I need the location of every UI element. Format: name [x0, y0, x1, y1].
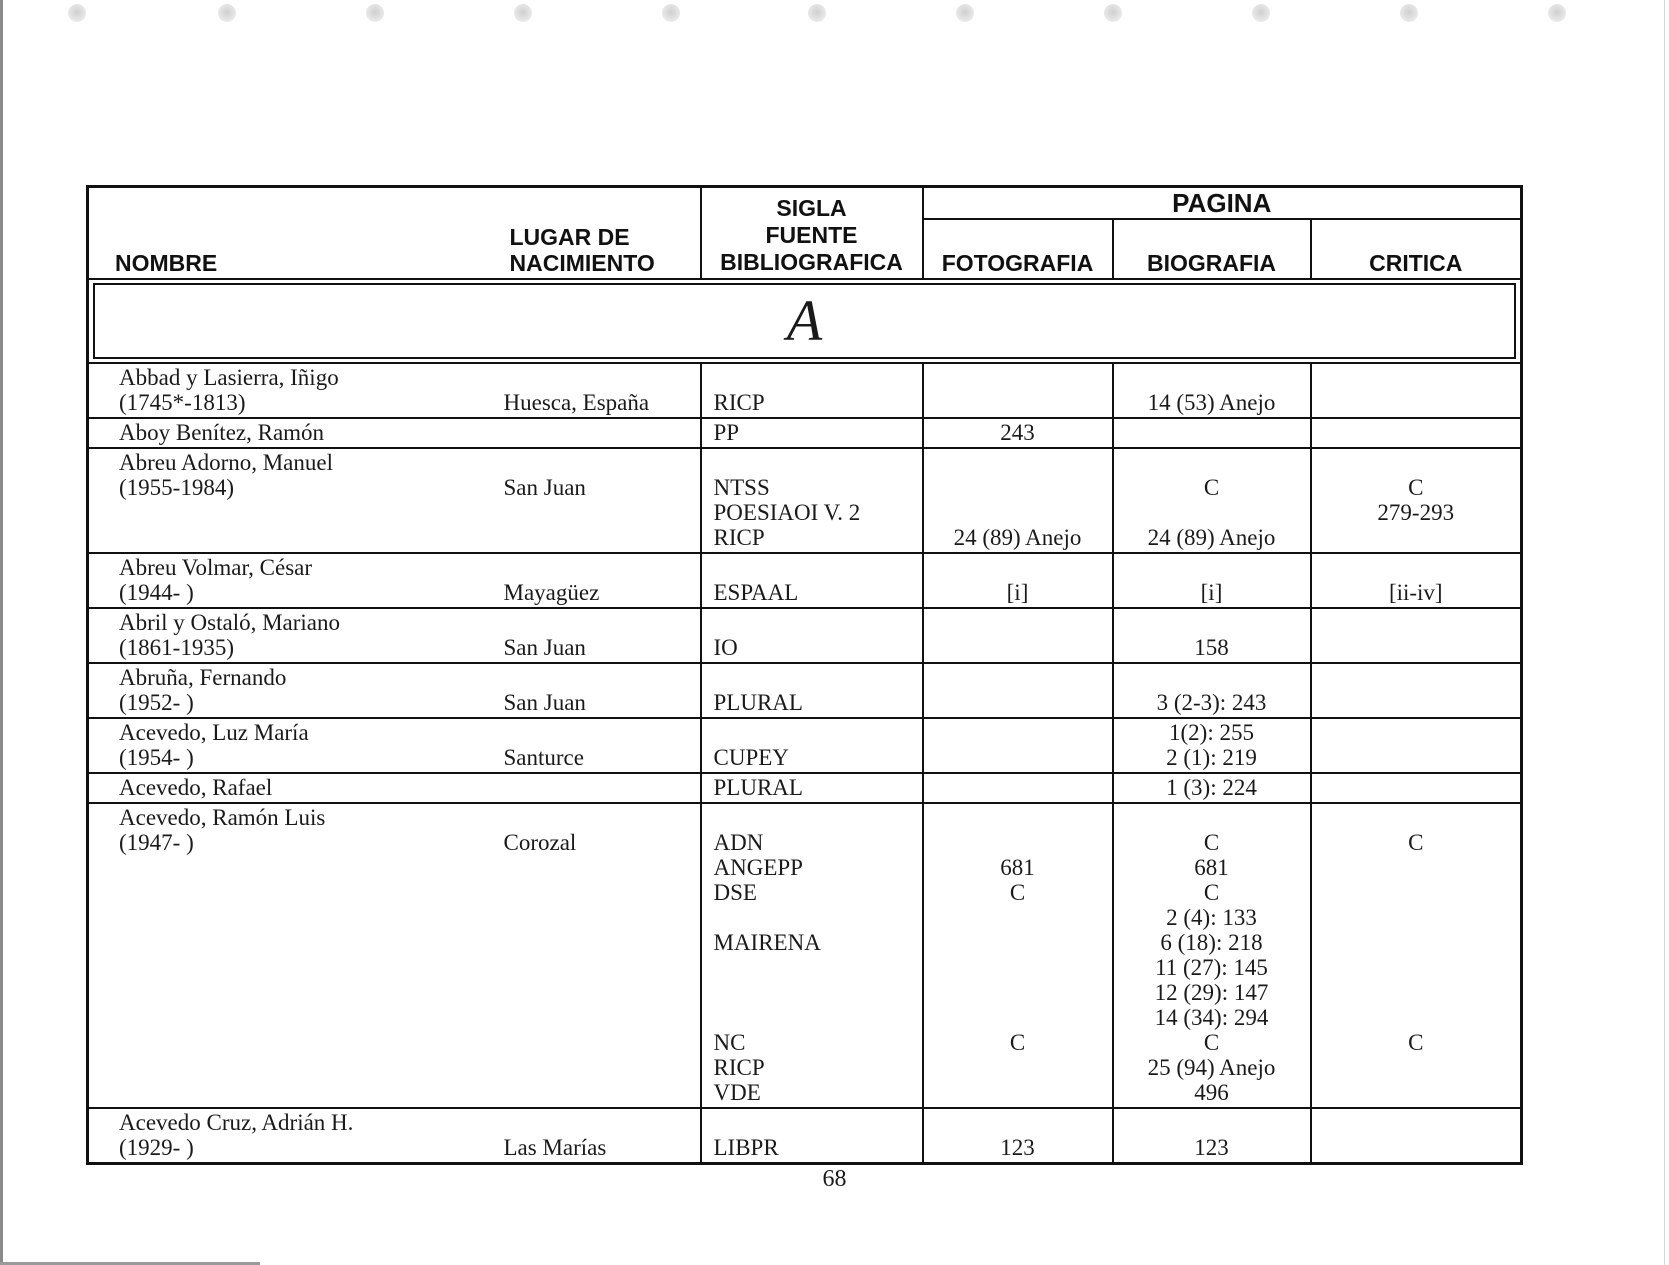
entry-place — [470, 803, 701, 1108]
entry-place-text: San Juan — [503, 635, 586, 660]
entry-critica-line — [1312, 690, 1521, 715]
header-fotografia: FOTOGRAFIA — [923, 219, 1113, 279]
entry-name-line: (1944- ) — [119, 580, 194, 605]
entry-biografia — [1113, 663, 1311, 718]
entry-biografia-line: C — [1203, 830, 1220, 855]
entry-fotografia — [923, 663, 1113, 718]
entry-biografia-line — [1114, 665, 1310, 690]
entry-place — [470, 363, 701, 418]
entry-fotografia-line — [924, 1005, 1112, 1030]
entry-biografia-line: 25 (94) Anejo — [1147, 1055, 1276, 1080]
entry-source-line: DSE — [713, 880, 757, 905]
entry-biografia-line: 11 (27): 145 — [1155, 955, 1268, 980]
entry-name-line: (1929- ) — [119, 1135, 194, 1160]
entry-fotografia-line: [i] — [1006, 580, 1029, 605]
entry-fotografia — [923, 553, 1113, 608]
entry-biografia-line: 681 — [1194, 855, 1229, 880]
entry-critica-line — [1312, 855, 1521, 880]
entry-source-line: PP — [713, 420, 740, 445]
entry-biografia-line: 1 (3): 224 — [1166, 775, 1257, 800]
entry-source-line: MAIRENA — [713, 930, 821, 955]
entry-biografia-line: [i] — [1200, 580, 1223, 605]
table-row — [88, 608, 1522, 663]
entry-biografia-line: 6 (18): 218 — [1160, 930, 1263, 955]
header-nombre: NOMBRE — [115, 250, 218, 276]
entry-biografia-line — [1114, 450, 1310, 475]
index-table — [86, 185, 1523, 1165]
entry-place-text: San Juan — [503, 475, 586, 500]
entry-name — [88, 363, 470, 418]
entry-critica-line — [1312, 1055, 1521, 1080]
entry-name-line: (1861-1935) — [119, 635, 234, 660]
entry-name-line: Acevedo, Ramón Luis — [119, 805, 326, 830]
entry-fotografia — [923, 418, 1113, 448]
table-header — [88, 187, 1522, 280]
entry-source — [701, 363, 923, 418]
entry-critica-line — [1312, 955, 1521, 980]
entry-name — [88, 718, 470, 773]
entry-critica-line — [1312, 525, 1521, 550]
entry-place-text: San Juan — [503, 690, 586, 715]
entry-critica — [1311, 1108, 1522, 1164]
entry-place-text — [504, 420, 700, 445]
entry-critica — [1311, 553, 1522, 608]
header-biografia: BIOGRAFIA — [1113, 219, 1311, 279]
entry-critica-line — [1312, 610, 1521, 635]
entry-biografia-line: 2 (4): 133 — [1166, 905, 1257, 930]
entry-source-line: LIBPR — [713, 1135, 779, 1160]
entry-source-line — [714, 805, 922, 830]
entry-critica-line — [1312, 555, 1521, 580]
entry-critica-line — [1312, 635, 1521, 660]
entry-name — [88, 663, 470, 718]
page-right-edge — [1664, 0, 1665, 1265]
entry-place — [470, 553, 701, 608]
entry-source-line: RICP — [713, 390, 765, 415]
entry-place — [470, 1108, 701, 1164]
entry-critica-line: 279-293 — [1377, 500, 1455, 525]
entry-critica-line — [1312, 880, 1521, 905]
entry-source-line — [714, 955, 922, 980]
entry-fotografia-line — [924, 365, 1112, 390]
entry-fotografia-line: 243 — [1000, 420, 1035, 445]
section-letter: A — [93, 283, 1516, 359]
table-row — [88, 803, 1522, 1108]
entry-place-text: Mayagüez — [503, 580, 600, 605]
entry-fotografia-line — [924, 635, 1112, 660]
entry-name-line: (1952- ) — [119, 690, 194, 715]
entry-source-line — [714, 665, 922, 690]
entry-source — [701, 773, 923, 803]
entry-source-line: POESIAOI V. 2 — [713, 500, 861, 525]
entry-biografia-line: 2 (1): 219 — [1166, 745, 1257, 770]
entry-fotografia — [923, 363, 1113, 418]
entry-critica-line — [1312, 665, 1521, 690]
entry-place-text: Huesca, España — [503, 390, 650, 415]
entry-name-line: Abril y Ostaló, Mariano — [119, 610, 341, 635]
entry-source — [701, 718, 923, 773]
entry-fotografia-line — [924, 745, 1112, 770]
entry-name — [88, 418, 470, 448]
entry-biografia-line: 12 (29): 147 — [1154, 980, 1269, 1005]
entry-biografia-line: 496 — [1194, 1080, 1229, 1105]
entry-biografia-line: 3 (2-3): 243 — [1156, 690, 1267, 715]
entry-fotografia-line — [924, 475, 1112, 500]
entry-fotografia — [923, 803, 1113, 1108]
entry-name-line: (1955-1984) — [119, 475, 234, 500]
entry-place — [470, 663, 701, 718]
entry-source — [701, 553, 923, 608]
entry-biografia — [1113, 803, 1311, 1108]
entry-fotografia-line — [924, 980, 1112, 1005]
entry-fotografia-line — [924, 1110, 1112, 1135]
binder-hole — [1548, 4, 1566, 22]
binder-hole — [808, 4, 826, 22]
entry-critica — [1311, 448, 1522, 553]
entry-biografia-line: 1(2): 255 — [1169, 720, 1254, 745]
entry-critica-line — [1312, 365, 1521, 390]
table-row — [88, 363, 1522, 418]
entry-critica-line — [1312, 930, 1521, 955]
entry-fotografia-line — [924, 830, 1112, 855]
entry-source-line — [714, 720, 922, 745]
entry-name — [88, 1108, 470, 1164]
entry-name — [88, 608, 470, 663]
entry-biografia-line: 123 — [1194, 1135, 1229, 1160]
entry-critica-line — [1312, 1005, 1521, 1030]
entry-biografia-line: 14 (34): 294 — [1154, 1005, 1269, 1030]
entry-biografia-line — [1114, 1110, 1310, 1135]
entry-biografia — [1113, 1108, 1311, 1164]
entry-biografia-line — [1114, 805, 1310, 830]
entry-name — [88, 448, 470, 553]
entry-biografia — [1113, 608, 1311, 663]
entry-fotografia-line — [924, 930, 1112, 955]
entry-fotografia-line — [924, 500, 1112, 525]
entry-critica-line — [1312, 1110, 1521, 1135]
entry-biografia — [1113, 448, 1311, 553]
entry-place-text: Las Marías — [503, 1135, 607, 1160]
entry-biografia — [1113, 363, 1311, 418]
entry-biografia-line: C — [1203, 475, 1220, 500]
entry-biografia-line — [1114, 420, 1310, 445]
entry-place-text — [504, 775, 700, 800]
table-row — [88, 418, 1522, 448]
entry-name — [88, 803, 470, 1108]
entry-fotografia — [923, 608, 1113, 663]
entry-name-line: (1954- ) — [119, 745, 194, 770]
entry-source-line — [714, 1110, 922, 1135]
entry-biografia-line: 158 — [1194, 635, 1229, 660]
entry-biografia — [1113, 773, 1311, 803]
entry-source-line — [714, 1005, 922, 1030]
entry-source-line: ANGEPP — [713, 855, 803, 880]
entry-name-line: (1947- ) — [119, 830, 194, 855]
entry-source-line: PLURAL — [713, 690, 803, 715]
entry-fotografia-line — [924, 905, 1112, 930]
entry-name-line: (1745*-1813) — [119, 390, 246, 415]
entry-source-line — [714, 555, 922, 580]
entry-critica-line — [1312, 1080, 1521, 1105]
entry-place — [470, 418, 701, 448]
entry-biografia-line: 14 (53) Anejo — [1147, 390, 1276, 415]
entry-critica-line — [1312, 420, 1521, 445]
entry-critica — [1311, 608, 1522, 663]
entry-fotografia-line — [924, 450, 1112, 475]
entry-place-text: Corozal — [503, 830, 577, 855]
entry-source-line — [714, 365, 922, 390]
table-row — [88, 663, 1522, 718]
entry-critica-line — [1312, 905, 1521, 930]
entry-critica-line — [1312, 980, 1521, 1005]
entry-biografia-line — [1114, 500, 1310, 525]
header-pagina: PAGINA — [923, 187, 1522, 220]
entry-fotografia-line: 681 — [1000, 855, 1035, 880]
entry-name — [88, 553, 470, 608]
entry-place — [470, 448, 701, 553]
entry-biografia-line — [1114, 365, 1310, 390]
entry-name-line: Abbad y Lasierra, Iñigo — [119, 365, 339, 390]
entry-critica-line — [1312, 390, 1521, 415]
header-lugar-nacimiento: LUGAR DE NACIMIENTO — [509, 224, 655, 276]
entry-biografia-line: C — [1203, 1030, 1220, 1055]
entry-fotografia — [923, 448, 1113, 553]
binder-hole — [1104, 4, 1122, 22]
entry-name — [88, 773, 470, 803]
entry-critica — [1311, 803, 1522, 1108]
entry-critica-line — [1312, 450, 1521, 475]
entry-source-line: ADN — [713, 830, 764, 855]
entry-critica-line — [1312, 1135, 1521, 1160]
entry-fotografia-line — [924, 805, 1112, 830]
entry-source-line: IO — [713, 635, 738, 660]
entry-critica — [1311, 418, 1522, 448]
entry-fotografia-line: 123 — [1000, 1135, 1035, 1160]
entry-source-line: VDE — [713, 1080, 761, 1105]
table-row — [88, 773, 1522, 803]
entry-biografia-line: 24 (89) Anejo — [1147, 525, 1276, 550]
entry-name-line: Acevedo, Rafael — [119, 775, 273, 800]
entry-critica-line: [ii-iv] — [1388, 580, 1443, 605]
entry-source-line — [714, 980, 922, 1005]
entry-source — [701, 803, 923, 1108]
entry-source-line — [714, 450, 922, 475]
binder-hole — [514, 4, 532, 22]
binder-hole — [956, 4, 974, 22]
entry-source-line — [714, 905, 922, 930]
entry-name-line: Acevedo Cruz, Adrián H. — [119, 1110, 354, 1135]
entry-source — [701, 1108, 923, 1164]
entry-critica — [1311, 663, 1522, 718]
table-row — [88, 1108, 1522, 1164]
page-left-edge — [0, 0, 3, 1265]
entry-biografia — [1113, 553, 1311, 608]
entry-source-line: NTSS — [713, 475, 770, 500]
binder-hole — [218, 4, 236, 22]
entry-biografia-line — [1114, 610, 1310, 635]
entry-fotografia-line — [924, 555, 1112, 580]
entry-fotografia — [923, 718, 1113, 773]
entry-fotografia-line — [924, 1055, 1112, 1080]
entry-source-line — [714, 610, 922, 635]
section-letter-row — [88, 279, 1522, 363]
index-sheet — [86, 185, 1520, 1165]
entry-place — [470, 773, 701, 803]
entry-name-line: Abruña, Fernando — [119, 665, 287, 690]
entry-place — [470, 718, 701, 773]
entry-source — [701, 663, 923, 718]
entry-critica-line — [1312, 720, 1521, 745]
entry-source-line: PLURAL — [713, 775, 803, 800]
entry-source — [701, 418, 923, 448]
entry-critica-line — [1312, 805, 1521, 830]
entry-source-line: NC — [713, 1030, 746, 1055]
entry-critica — [1311, 363, 1522, 418]
entry-biografia-line — [1114, 555, 1310, 580]
entry-fotografia-line — [924, 720, 1112, 745]
header-critica: CRITICA — [1311, 219, 1522, 279]
entry-biografia — [1113, 418, 1311, 448]
table-row — [88, 448, 1522, 553]
entry-fotografia-line — [924, 665, 1112, 690]
binder-hole — [1400, 4, 1418, 22]
entry-fotografia — [923, 773, 1113, 803]
entry-name-line: Abreu Adorno, Manuel — [119, 450, 333, 475]
page-number: 68 — [822, 1166, 847, 1192]
entry-source-line: RICP — [713, 525, 765, 550]
table-row — [88, 718, 1522, 773]
entry-fotografia — [923, 1108, 1113, 1164]
entry-critica-line: C — [1408, 830, 1424, 855]
entry-critica — [1311, 773, 1522, 803]
entry-place — [470, 608, 701, 663]
binder-hole — [662, 4, 680, 22]
entry-fotografia-line — [924, 955, 1112, 980]
entry-critica — [1311, 718, 1522, 773]
entry-biografia-line: C — [1203, 880, 1220, 905]
entry-fotografia-line: C — [1009, 1030, 1026, 1055]
entry-source-line: ESPAAL — [713, 580, 799, 605]
table-body — [88, 279, 1522, 1164]
entry-fotografia-line: C — [1009, 880, 1026, 905]
entry-fotografia-line — [924, 390, 1112, 415]
binder-holes — [0, 0, 1669, 30]
entry-source-line: RICP — [713, 1055, 765, 1080]
binder-hole — [68, 4, 86, 22]
entry-fotografia-line — [924, 1080, 1112, 1105]
entry-fotografia-line — [924, 690, 1112, 715]
entry-source — [701, 448, 923, 553]
entry-name-line: Abreu Volmar, César — [119, 555, 313, 580]
entry-source-line: CUPEY — [713, 745, 789, 770]
entry-fotografia-line — [924, 610, 1112, 635]
header-sigla-fuente: SIGLA FUENTE BIBLIOGRAFICA — [701, 187, 923, 280]
binder-hole — [1252, 4, 1270, 22]
entry-source — [701, 608, 923, 663]
entry-critica-line — [1312, 745, 1521, 770]
entry-fotografia-line: 24 (89) Anejo — [953, 525, 1082, 550]
entry-place-text: Santurce — [503, 745, 584, 770]
entry-critica-line — [1312, 775, 1521, 800]
binder-hole — [366, 4, 384, 22]
entry-biografia — [1113, 718, 1311, 773]
entry-critica-line: C — [1408, 1030, 1424, 1055]
entry-critica-line: C — [1408, 475, 1424, 500]
entry-name-line: Acevedo, Luz María — [119, 720, 309, 745]
entry-fotografia-line — [924, 775, 1112, 800]
table-row — [88, 553, 1522, 608]
entry-name-line: Aboy Benítez, Ramón — [119, 420, 325, 445]
